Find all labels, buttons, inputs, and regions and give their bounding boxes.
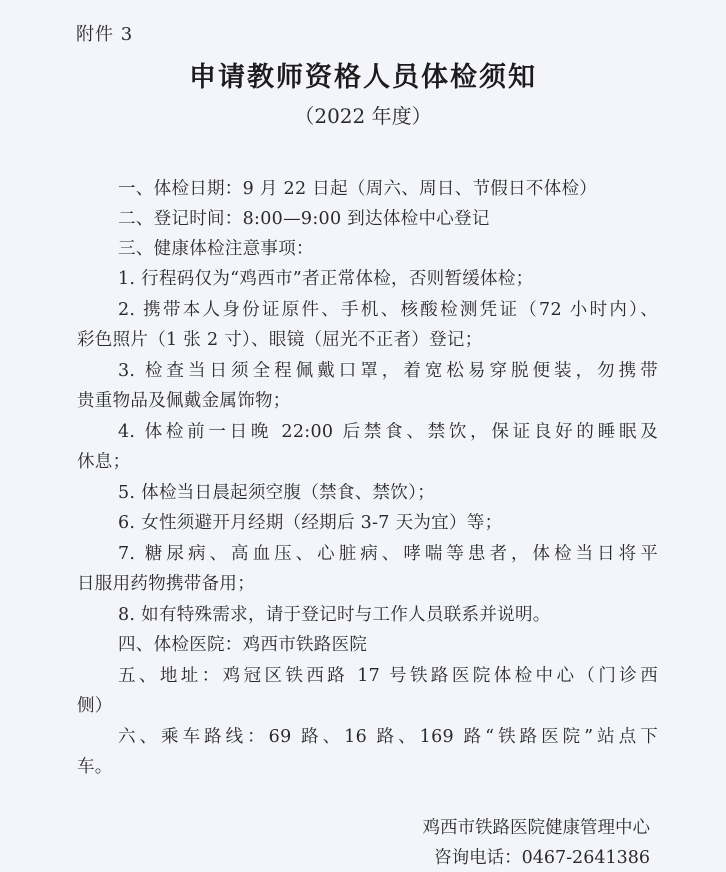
item-exam-date: 一、体检日期：9 月 22 日起（周六、周日、节假日不体检） [118, 179, 598, 199]
attachment-label: 附件 3 [76, 24, 134, 45]
note-7-line-2: 日服用药物携带备用； [77, 574, 255, 594]
item-hospital: 四、体检医院：鸡西市铁路医院 [118, 635, 368, 655]
document-title: 申请教师资格人员体检须知 [189, 62, 537, 93]
item-address-line-1: 五、地址：鸡冠区铁西路 17 号铁路医院体检中心（门诊西 [118, 666, 658, 686]
item-bus-route-line-2: 车。 [77, 757, 113, 777]
note-5: 5. 体检当日晨起须空腹（禁食、禁饮）； [118, 483, 436, 503]
signature-phone: 咨询电话：0467-2641386 [434, 848, 650, 868]
note-4-line-1: 4. 体检前一日晚 22:00 后禁食、禁饮，保证良好的睡眠及 [118, 422, 658, 442]
note-6: 6. 女性须避开月经期（经期后 3-7 天为宜）等； [118, 513, 503, 533]
item-bus-route-line-1: 六、乘车路线：69 路、16 路、169 路“铁路医院”站点下 [118, 727, 658, 747]
note-1: 1. 行程码仅为“鸡西市”者正常体检，否则暂缓体检； [118, 269, 534, 289]
document-subtitle: （2022 年度） [294, 104, 432, 128]
note-8: 8. 如有特殊需求，请于登记时与工作人员联系并说明。 [118, 605, 551, 625]
note-7-line-1: 7. 糖尿病、高血压、心脏病、哮喘等患者，体检当日将平 [118, 544, 658, 564]
item-registration-time: 二、登记时间：8:00—9:00 到达体检中心登记 [118, 209, 490, 229]
note-4-line-2: 休息； [77, 452, 131, 472]
item-notes-heading: 三、健康体检注意事项： [118, 239, 314, 259]
note-2-line-2: 彩色照片（1 张 2 寸）、眼镜（屈光不正者）登记； [77, 330, 483, 350]
note-3-line-1: 3. 检查当日须全程佩戴口罩，着宽松易穿脱便装，勿携带 [118, 361, 658, 381]
signature-org: 鸡西市铁路医院健康管理中心 [422, 818, 650, 838]
item-address-line-2: 侧） [77, 696, 113, 716]
note-2-line-1: 2. 携带本人身份证原件、手机、核酸检测凭证（72 小时内）、 [118, 300, 658, 320]
note-3-line-2: 贵重物品及佩戴金属饰物； [77, 391, 291, 411]
